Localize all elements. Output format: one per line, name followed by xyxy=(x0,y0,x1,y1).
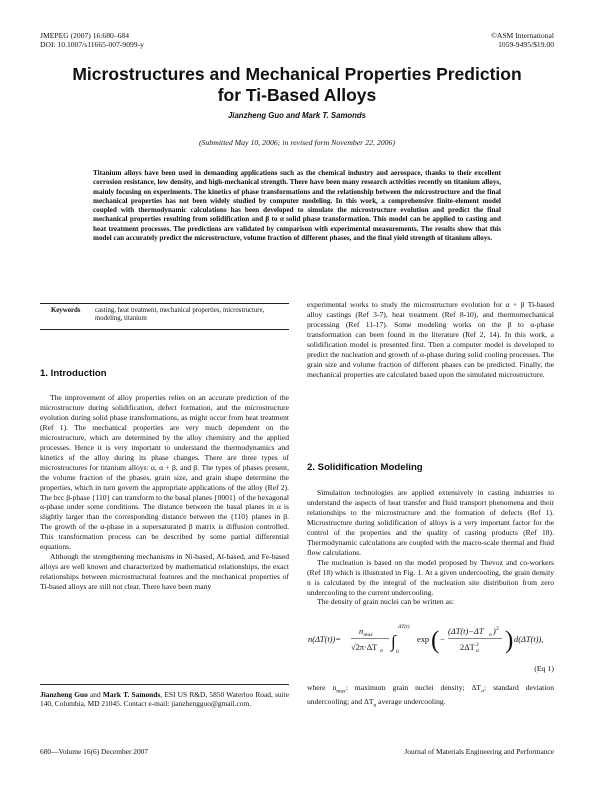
issn-line: 1059-9495/$19.00 xyxy=(498,40,554,50)
paper-title-line2: for Ti-Based Alloys xyxy=(217,85,377,105)
equation-variable-definitions xyxy=(307,683,554,712)
svg-text:(ΔT(t)−ΔT: (ΔT(t)−ΔT xyxy=(448,627,484,636)
publisher-info xyxy=(491,31,554,50)
section-heading-introduction: 1. Introduction xyxy=(40,368,107,379)
where-text: average undercooling. xyxy=(376,697,446,707)
where-text: where n xyxy=(307,683,337,692)
author-name: Mark T. Samonds xyxy=(102,690,161,699)
equation-label: (Eq 1) xyxy=(534,664,554,673)
svg-text:0: 0 xyxy=(396,649,399,655)
keywords-label: Keywords xyxy=(51,307,81,314)
abstract: Titanium alloys have been used in demanding applications such as the chemical industry and aerospace, thanks to their excellent corrosion resistance, low density, and high-mechanical strength. There have been many research activities recently on titanium alloys, mainly focusing on experiments. The kinetics of phase transformations and the relationship between the microstructure and the final mechanical properties has not been widely studied by computer modeling. In this work, a comprehensive finite-element model coupled with thermodynamic calculations has been developed to simulate the microstructure evolution and predict the final mechanical properties resulting from solidification and β to α solid phase transformation. This model can be applied to casting and heat treatment processes. The predictions are validated by comparison with experimental measurements. The results show that this model can accurately predict the microstructure, volume fraction of different phases, and the final yield strength of titanium alloys. xyxy=(93,169,501,242)
paragraph: experimental works to study the microstructure evolution for α + β Ti-based alloy castings (Ref 3-7), heat treatment (Ref 8-10), and thermomechanical processing (Ref 11-17). Some modeling works on the β to α-phase transformation can been found in the literature (Ref 2, 14). In this work, a solidification model is presented first. Then a computer model is developed to predict the nucleation and growth of α-phase during solid cooling processes. The grain size and volume fraction of different phases can be predicted. Finally, the mechanical properties are calculated based upon the simulated microstructure. xyxy=(307,300,554,379)
right-column-text xyxy=(307,300,554,380)
subscript: max xyxy=(336,688,346,695)
author-name: Jianzheng Guo xyxy=(40,690,88,699)
where-text: : maximum grain nuclei density; ΔT xyxy=(345,683,482,692)
svg-text:n(ΔT(t))=: n(ΔT(t))= xyxy=(308,635,341,644)
svg-text:n: n xyxy=(489,632,492,638)
doi-line: DOI: 10.1007/s11665-007-9099-y xyxy=(40,40,144,50)
paragraph: The nucleation is based on the model proposed by Thevoz and co-workers (Ref 18) which is illustrated in Fig. 1. At a given undercooling, the grain density n is calculated by the integral of the nucleation site distribution from zero undercooling to the current undercooling. xyxy=(307,557,554,597)
svg-text:(: ( xyxy=(431,627,440,654)
paper-title xyxy=(40,64,554,106)
page-footer-left: 680—Volume 16(6) December 2007 xyxy=(40,747,149,756)
paragraph: The density of grain nuclei can be written as: xyxy=(317,597,455,607)
page-footer-right: Journal of Materials Engineering and Performance xyxy=(404,747,554,756)
submission-dates: (Submitted May 10, 2006; in revised form November 22, 2006) xyxy=(198,138,396,147)
author-footnote xyxy=(40,690,289,708)
svg-text:2: 2 xyxy=(496,626,499,632)
svg-text:max: max xyxy=(363,632,373,638)
svg-text:exp: exp xyxy=(417,635,430,644)
svg-text:): ) xyxy=(505,627,514,654)
where-text: : standard deviation undercooling; and ΔT xyxy=(307,683,554,707)
paragraph: Simulation technologies are applied extensively in casting industries to understand the aspects of heat transfer and fluid transport phenomena and their relationships to the microstructure and the formation of defects (Ref 1). Microstructure during solidification of alloys is a very important factor for the control of the properties and the quality of casting products (Ref 18). Thermodynamic calculations are coupled with the macro-scale thermal and fluid flow calculations. xyxy=(307,488,554,557)
paragraph: Although the strengthening mechanisms in Ni-based, Al-based, and Fe-based alloys are well known and characterized by mathematical relationships, the exact relationships between microstructural features and the mechanical properties of Ti-based alloys are still not clear. There have been many xyxy=(40,552,289,592)
svg-text:d(ΔT(t)),: d(ΔT(t)), xyxy=(514,635,544,644)
svg-text:ΔT(t): ΔT(t) xyxy=(398,624,410,630)
author-line: Jianzheng Guo and Mark T. Samonds xyxy=(227,111,367,120)
paragraph: The improvement of alloy properties relies on an accurate prediction of the microstructure during solidification, defect formation, and the microstructure evolution during solid phase transformations, as might occur from heat treatment (Ref 1). The mechanical properties are very much dependent on the microstructure, which are determined by the alloy chemistry and the applied processes. Hence it is very important to understand the thermodynamics and kinetics of the alloy during its phase changes. There are three types of microstructures for titanium alloys: α, α + β, and β. The types of phases present, the volume fraction of the phases, grain size, and grain shape determine the properties, which in turn govern the appropriate applications of the alloy (Ref 2). The bcc β-phase {110} can transform to the basal planes {0001} of the hexagonal α-phase under some conditions. The distance between the basal planes in α is slightly larger than the corresponding distance between the {110} planes in β. The growth of the α-phase in a supersaturated β matrix is diffusion controlled. This transformation process can be described by some partial differential equations. xyxy=(40,393,289,552)
svg-text:2ΔT: 2ΔT xyxy=(460,643,475,652)
paper-title-line1: Microstructures and Mechanical Properties Prediction xyxy=(72,64,522,84)
journal-citation xyxy=(40,31,144,50)
right-column-text-2 xyxy=(307,488,554,607)
svg-text:√2π·ΔT: √2π·ΔT xyxy=(351,643,378,652)
subscript: σ xyxy=(481,688,485,695)
svg-text:σ: σ xyxy=(380,648,383,654)
keywords-box xyxy=(40,303,289,330)
equation-1 xyxy=(307,615,554,667)
svg-text:n: n xyxy=(359,627,364,636)
section-heading-solidification: 2. Solidification Modeling xyxy=(307,462,423,473)
footnote-divider xyxy=(40,684,289,685)
copyright-line: ©ASM International xyxy=(491,31,554,40)
svg-text:2: 2 xyxy=(476,642,479,648)
left-column-text xyxy=(40,393,289,592)
journal-citation-line: JMEPEG (2007) 16:680–684 xyxy=(40,31,130,40)
svg-text:σ: σ xyxy=(476,648,479,654)
svg-text:): ) xyxy=(493,627,496,636)
svg-text:∫: ∫ xyxy=(391,632,396,651)
author-affiliation: , ESI US R&D, 5850 Waterloo Road, suite 140, Columbia, MD 21045. Contact e-mail: jianzhengguo@gmail.com. xyxy=(40,690,290,708)
keywords-list: casting, heat treatment, mechanical properties, microstructure, modeling, titanium xyxy=(95,307,265,323)
svg-text:−: − xyxy=(440,635,445,644)
subscript: n xyxy=(373,702,377,709)
footnote-conjunction: and xyxy=(87,690,103,699)
